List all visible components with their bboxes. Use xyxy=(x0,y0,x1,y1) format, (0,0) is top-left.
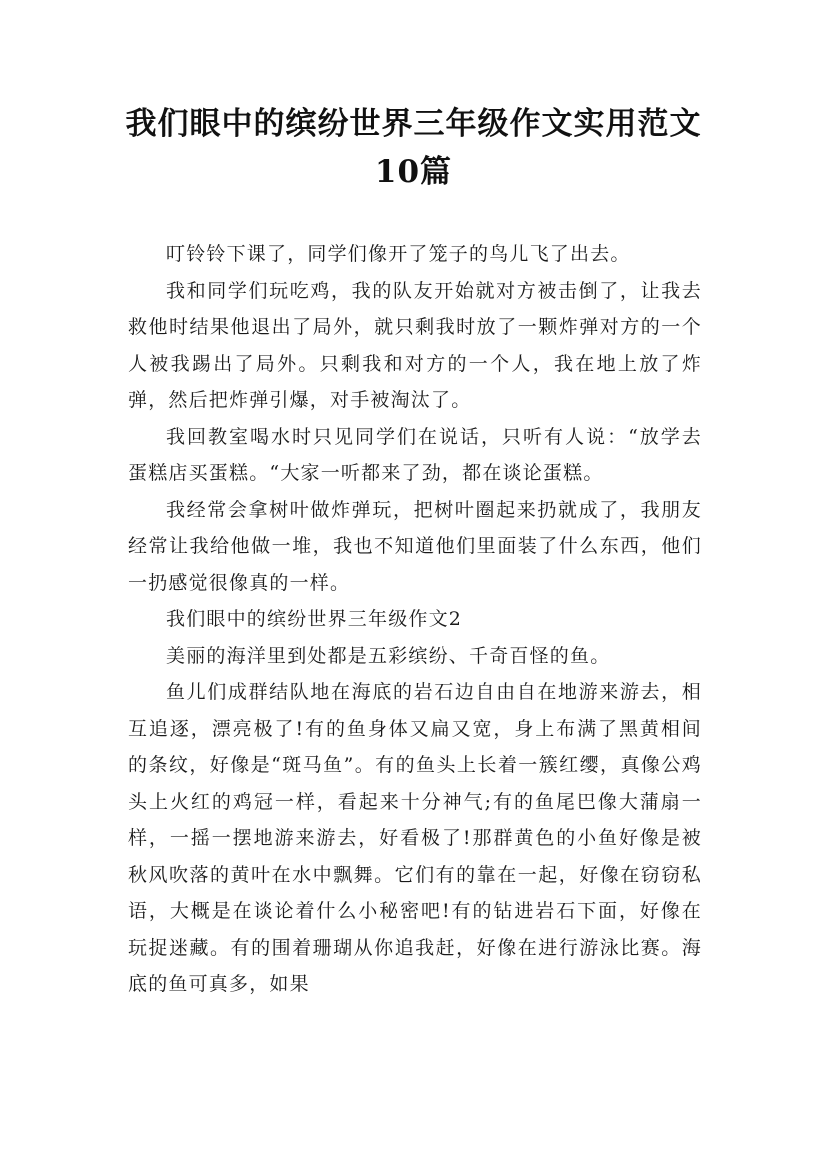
section-heading-2: 我们眼中的缤纷世界三年级作文2 xyxy=(166,608,463,630)
paragraph-3: 我回教室喝水时只见同学们在说话，只听有人说：“放学去蛋糕店买蛋糕。“大家一听都来了劲，都在谈论蛋糕。 xyxy=(128,425,702,484)
paragraph-5: 美丽的海洋里到处都是五彩缤纷、千奇百怪的鱼。 xyxy=(166,644,611,667)
title-line-1: 我们眼中的缤纷世界三年级作文实用范文 xyxy=(125,106,702,142)
document-title xyxy=(100,100,727,196)
paragraph-4: 我经常会拿树叶做炸弹玩，把树叶圈起来扔就成了，我朋友经常让我给他做一堆，我也不知道他们里面装了什么东西，他们一扔感觉很像真的一样。 xyxy=(128,498,702,594)
title-line-2: 10篇 xyxy=(374,154,453,190)
paragraph-2: 我和同学们玩吃鸡，我的队友开始就对方被击倒了，让我去救他时结果他退出了局外，就只剩我时放了一颗炸弹对方的一个人被我踢出了局外。只剩我和对方的一个人，我在地上放了炸弹，然后把炸弹引爆，对手被淘汰了。 xyxy=(128,279,702,411)
paragraph-6: 鱼儿们成群结队地在海底的岩石边自由自在地游来游去，相互追逐，漂亮极了!有的鱼身体又扁又宽，身上布满了黑黄相间的条纹，好像是“斑马鱼”。有的鱼头上长着一簇红缨，真像公鸡头上火红的鸡冠一样，看起来十分神气;有的鱼尾巴像大蒲扇一样，一摇一摆地游来游去，好看极了!那群黄色的小鱼好像是被秋风吹落的黄叶在水中飘舞。它们有的靠在一起，好像在窃窃私语，大概是在谈论着什么小秘密吧!有的钻进岩石下面，好像在玩捉迷藏。有的围着珊瑚从你追我赶，好像在进行游泳比赛。海底的鱼可真多，如果 xyxy=(128,681,702,995)
document-body xyxy=(128,236,702,1003)
paragraph-1: 叮铃铃下课了，同学们像开了笼子的鸟儿飞了出去。 xyxy=(166,243,631,265)
